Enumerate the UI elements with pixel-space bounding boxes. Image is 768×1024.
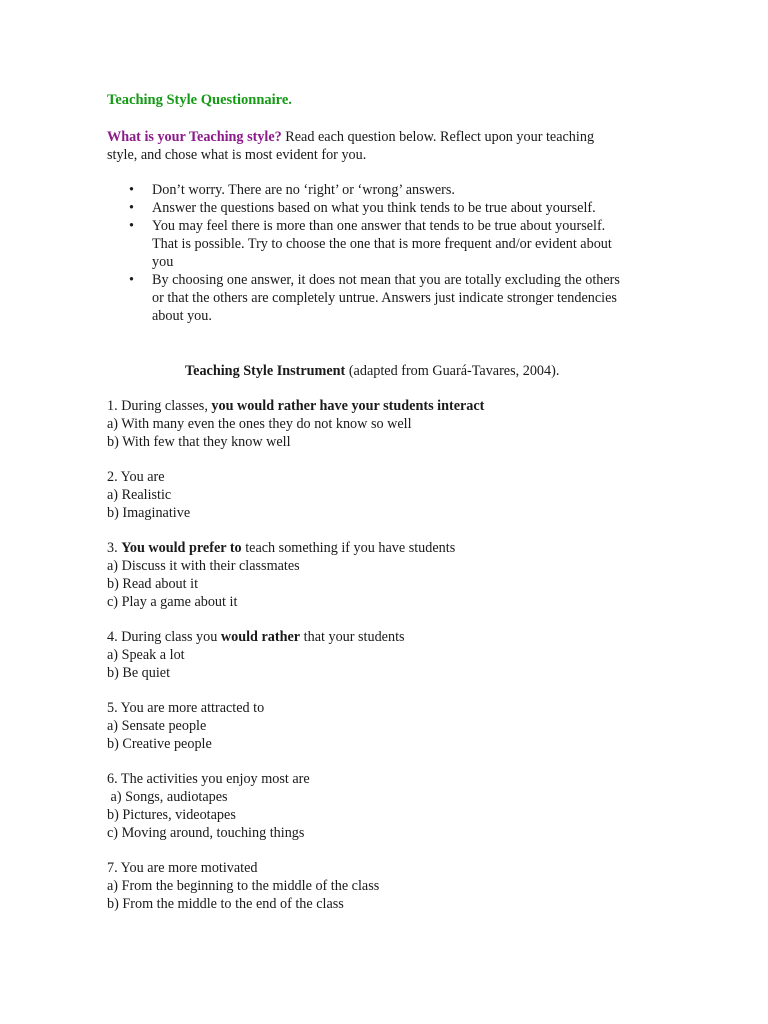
answer-option: a) Realistic [107,487,172,503]
intro-paragraph [107,128,667,164]
answer-option: a) Discuss it with their classmates [107,558,300,574]
question-block [107,468,667,522]
question-text-tail: teach something if you have students [241,540,456,556]
instruction-line: Answer the questions based on what you think tends to be true about yourself. [152,200,596,216]
answer-option: b) Creative people [107,736,212,752]
instruction-item [107,181,667,199]
instruction-line: That is possible. Try to choose the one that is more frequent and/or evident about [152,236,612,252]
instruction-line: By choosing one answer, it does not mean that you are totally excluding the others [152,272,620,288]
instruction-line: you [152,254,174,270]
instruction-item [107,217,667,271]
instruction-line: Don’t worry. There are no ‘right’ or ‘wrong’ answers. [152,182,455,198]
question-block [107,397,667,451]
instruction-line: or that the others are completely untrue. Answers just indicate stronger tendencies [152,290,617,306]
answer-option: b) With few that they know well [107,434,291,450]
instrument-title: Teaching Style Instrument [185,363,346,379]
bullet-icon: • [129,218,134,234]
question-text: 5. You are more attracted to [107,700,265,716]
question-emphasis: you would rather have your students interact [211,398,485,414]
question-stem [107,468,667,486]
instruction-item [107,271,667,325]
question-stem [107,859,667,877]
question-emphasis: You would prefer to [121,540,242,556]
bullet-icon: • [129,182,134,198]
question-block [107,539,667,611]
question-stem [107,539,667,557]
intro-line-2: style, and chose what is most evident for you. [107,147,367,163]
answer-option: b) Be quiet [107,665,171,681]
answer-option: a) With many even the ones they do not know so well [107,416,412,432]
instrument-heading [107,362,667,380]
intro-lead: What is your Teaching style? [107,129,282,145]
intro-line-1 [107,128,667,146]
bullet-icon: • [129,200,134,216]
answer-option: b) From the middle to the end of the class [107,896,344,912]
answer-option: b) Imaginative [107,505,191,521]
answer-option: c) Play a game about it [107,594,238,610]
question-block [107,770,667,842]
question-text: 7. You are more motivated [107,860,258,876]
question-block [107,628,667,682]
questions-list [107,397,667,913]
question-block [107,699,667,753]
question-stem [107,397,667,415]
question-emphasis: would rather [220,629,301,645]
answer-option: a) From the beginning to the middle of the class [107,878,380,894]
instruction-line: You may feel there is more than one answer that tends to be true about yourself. [152,218,606,234]
instrument-citation: (adapted from Guará-Tavares, 2004). [345,363,560,379]
question-text-tail: that your students [300,629,405,645]
question-text: 6. The activities you enjoy most are [107,771,310,787]
answer-option: b) Pictures, videotapes [107,807,236,823]
document-page [107,91,667,930]
instruction-item [107,199,667,217]
question-text: 4. During class you [107,629,221,645]
question-text: 1. During classes, [107,398,212,414]
answer-option: c) Moving around, touching things [107,825,305,841]
question-block [107,859,667,913]
question-stem [107,699,667,717]
instruction-line: about you. [152,308,212,324]
question-stem [107,770,667,788]
document-title: Teaching Style Questionnaire. [107,92,292,108]
answer-option: a) Sensate people [107,718,207,734]
answer-option: b) Read about it [107,576,199,592]
bullet-icon: • [129,272,134,288]
intro-line1-rest: Read each question below. Reflect upon your teaching [281,129,595,145]
instructions-list [107,181,667,325]
answer-option: a) Songs, audiotapes [107,789,228,805]
question-text: 2. You are [107,469,165,485]
question-text: 3. [107,540,122,556]
question-stem [107,628,667,646]
answer-option: a) Speak a lot [107,647,185,663]
